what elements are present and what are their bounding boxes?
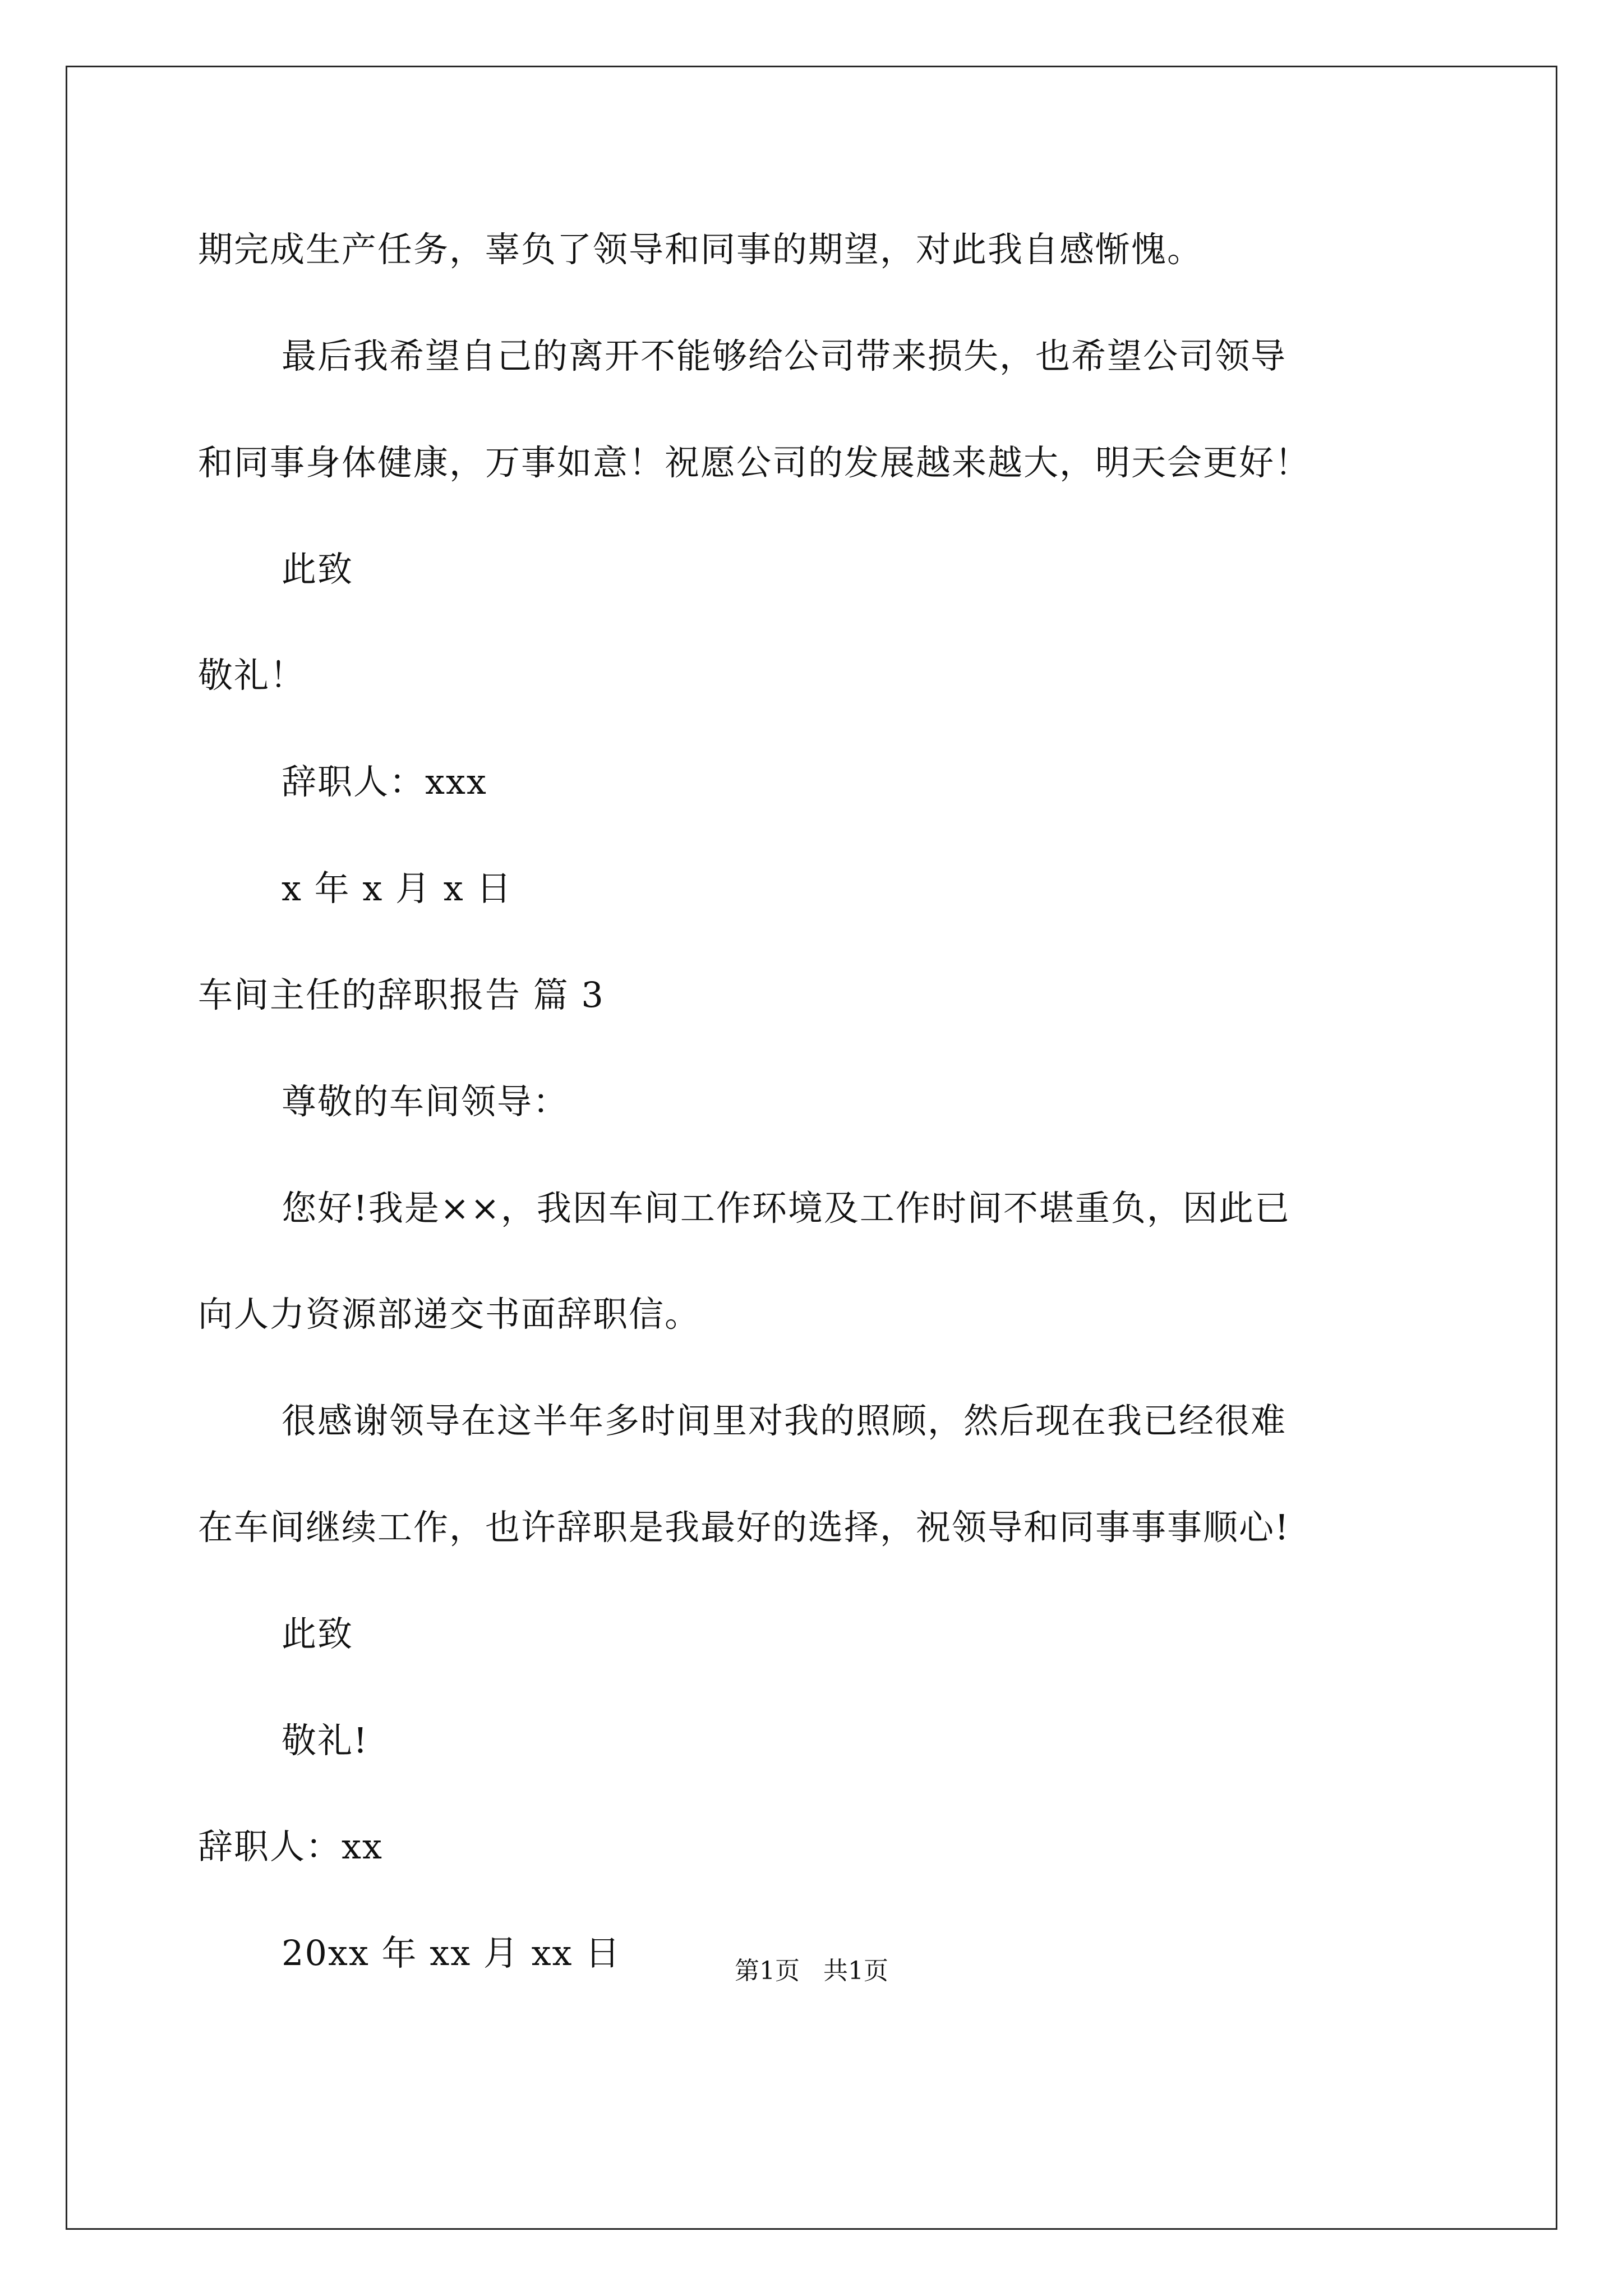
section-heading: 车间主任的辞职报告 篇 3 (198, 974, 605, 1015)
page-footer: 第1页 共1页 (735, 1957, 888, 1985)
text-line-7: x 年 x 月 x 日 (282, 868, 513, 909)
text-line-12: 很感谢领导在这半年多时间里对我的照顾，然后现在我已经很难 (282, 1400, 1287, 1441)
page-border (66, 66, 1557, 2230)
text-line-11: 向人力资源部递交书面辞职信。 (198, 1294, 701, 1335)
text-line-10: 您好!我是××，我因车间工作环境及工作时间不堪重负，因此已 (282, 1188, 1290, 1228)
text-line-2: 最后我希望自己的离开不能够给公司带来损失，也希望公司领导 (282, 335, 1287, 376)
text-line-5: 敬礼！ (198, 655, 306, 696)
text-line-13: 在车间继续工作，也许辞职是我最好的选择，祝领导和同事事事顺心! (198, 1507, 1290, 1548)
text-line-6: 辞职人：xxx (282, 761, 487, 802)
text-line-14: 此致 (282, 1613, 354, 1654)
text-line-9: 尊敬的车间领导： (282, 1081, 569, 1122)
text-line-17: 20xx 年 xx 月 xx 日 (282, 1932, 621, 1973)
text-line-3: 和同事身体健康，万事如意！祝愿公司的发展越来越大，明天会更好！ (198, 442, 1311, 483)
text-line-4: 此致 (282, 549, 354, 590)
text-line-15: 敬礼! (282, 1720, 368, 1761)
text-line-1: 期完成生产任务，辜负了领导和同事的期望，对此我自感惭愧。 (198, 229, 1204, 270)
text-line-16: 辞职人：xx (198, 1826, 383, 1867)
